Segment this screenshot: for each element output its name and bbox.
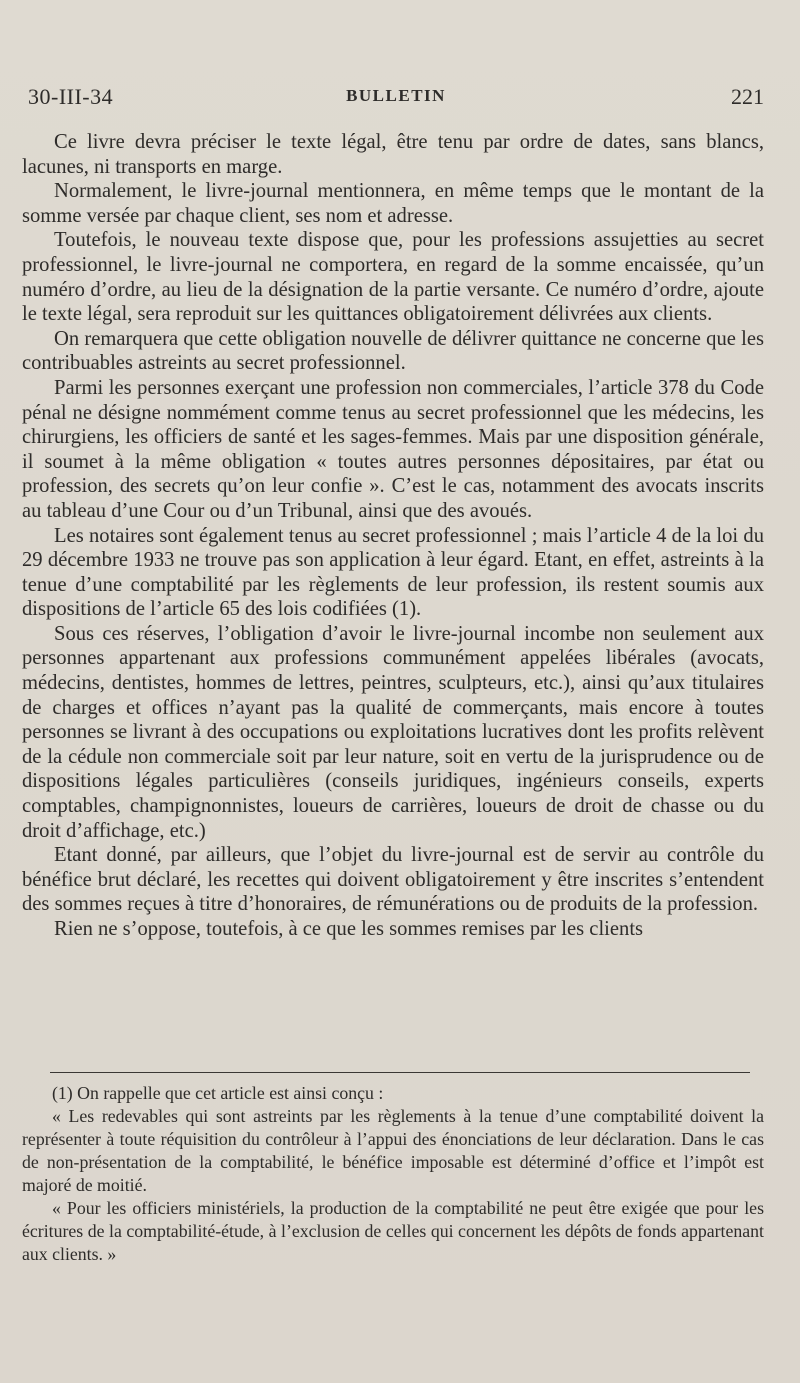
footnote: « Les redevables qui sont astreints par les règlements à la tenue d’une comptabilité doivent la représenter à toute réquisition du contrôleur à l’appui des énonciations de leur déclaration. Dans le cas de non-présentation de la comptabilité, le bénéfice imposable est déterminé d’office et l’impôt est majoré de moitié. bbox=[22, 1106, 764, 1195]
page-number: 221 bbox=[731, 84, 764, 109]
header-title: BULLETIN bbox=[346, 86, 446, 105]
paragraph: Sous ces réserves, l’obligation d’avoir le livre-journal incombe non seulement aux personnes appartenant aux professions communément appelées libérales (avocats, médecins, dentistes, hommes de lettres, peintres, sculpteurs, etc.), ainsi qu’aux titulaires de charges et offices n’ayant pas la qualité de commerçants, mais encore à toutes personnes se livrant à des occupations ou exploitations lucratives dont les profits relèvent de la cédule non commerciale soit par leur nature, soit en vertu de la jurisprudence ou de dispositions légales particulières (conseils juridiques, ingénieurs conseils, experts comptables, champignonnistes, loueurs de carrières, loueurs de droit de chasse ou du droit d’affichage, etc.) bbox=[22, 622, 764, 842]
footnote: « Pour les officiers ministériels, la production de la comptabilité ne peut être exigée que pour les écritures de la comptabilité-étude, à l’exclusion de celles qui concernent les dépôts de fonds appartenant aux clients. » bbox=[22, 1198, 764, 1264]
paragraph: Ce livre devra préciser le texte légal, être tenu par ordre de dates, sans blancs, lacunes, ni transports en marge. bbox=[22, 131, 764, 178]
paragraph: Etant donné, par ailleurs, que l’objet du livre-journal est de servir au contrôle du bénéfice brut déclaré, les recettes qui doivent obligatoirement y être inscrites s’entendent des sommes reçues à titre d’honoraires, de rémunérations ou de produits de la profession. bbox=[22, 844, 764, 916]
paragraph: Toutefois, le nouveau texte dispose que, pour les professions assujetties au secret professionnel, le livre-journal ne comportera, en regard de la somme encaissée, qu’un numéro d’ordre, au lieu de la désignation de la partie versante. Ce numéro d’ordre, ajoute le texte légal, sera reproduit sur les quittances obligatoirement délivrées aux clients. bbox=[22, 229, 764, 326]
main-text bbox=[22, 130, 764, 942]
footnote-divider bbox=[50, 1072, 750, 1073]
footnotes bbox=[22, 1082, 764, 1266]
footnote: (1) On rappelle que cet article est ainsi conçu : bbox=[52, 1083, 384, 1103]
paragraph: Rien ne s’oppose, toutefois, à ce que les sommes remises par les clients bbox=[54, 918, 644, 940]
paragraph: Les notaires sont également tenus au secret professionnel ; mais l’article 4 de la loi du 29 décembre 1933 ne trouve pas son application à leur égard. Etant, en effet, astreints à la tenue d’une comptabilité par les règlements de leur profession, ils restent soumis aux dispositions de l’article 65 des lois codifiées (1). bbox=[22, 524, 764, 621]
page-header bbox=[28, 84, 764, 114]
paragraph: Parmi les personnes exerçant une profession non commerciales, l’article 378 du Code pénal ne désigne nommément comme tenus au secret professionnel que les médecins, les chirurgiens, les officiers de santé et les sages-femmes. Mais par une disposition générale, il soumet à la même obligation « toutes autres personnes dépositaires, par état ou profession, des secrets qu’on leur confie ». C’est le cas, notamment des avocats inscrits au tableau d’une Cour ou d’un Tribunal, ainsi que des avoués. bbox=[22, 376, 764, 522]
paragraph: Normalement, le livre-journal mentionnera, en même temps que le montant de la somme versée par chaque client, ses nom et adresse. bbox=[22, 180, 764, 227]
paragraph: On remarquera que cette obligation nouvelle de délivrer quittance ne concerne que les contribuables astreints au secret professionnel. bbox=[22, 327, 764, 375]
header-date: 30-III-34 bbox=[28, 84, 114, 109]
